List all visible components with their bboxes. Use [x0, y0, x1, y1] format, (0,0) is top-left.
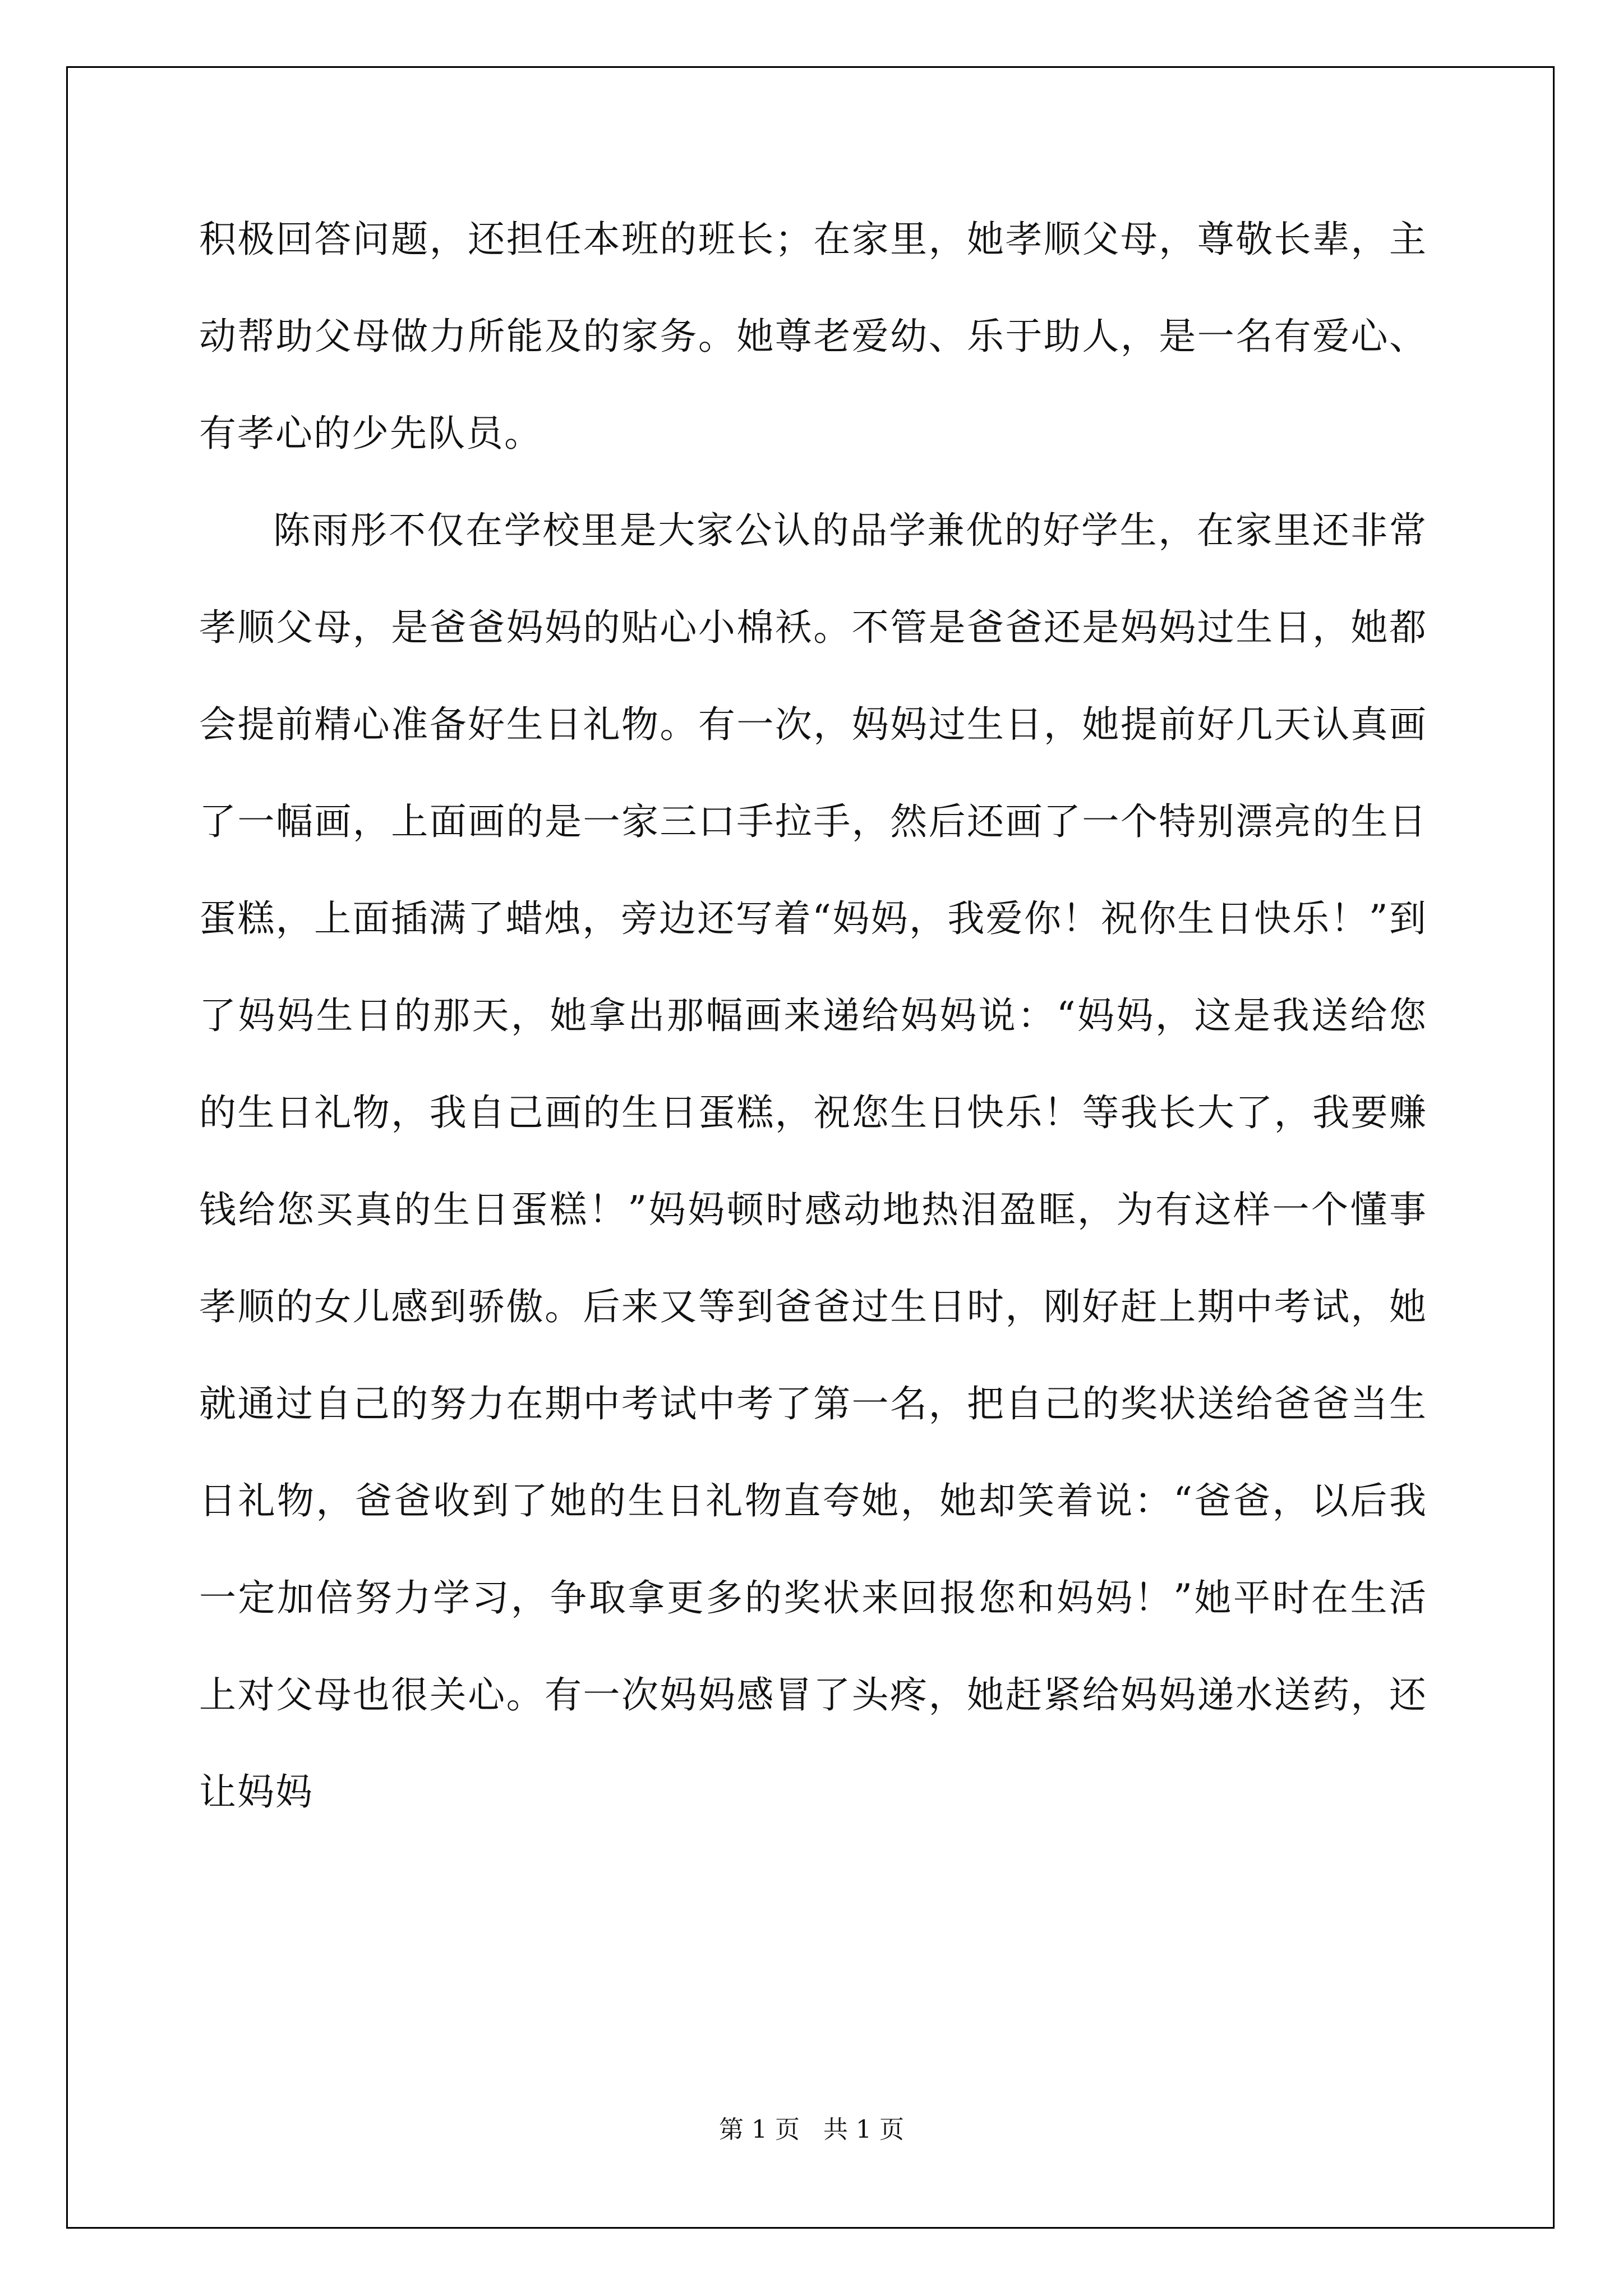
- document-body: [199, 191, 1427, 1841]
- page-number: 第 1 页: [719, 2115, 800, 2144]
- paragraph-continued: 积极回答问题，还担任本班的班长；在家里，她孝顺父母，尊敬长辈，主动帮助父母做力所能及的家务。她尊老爱幼、乐于助人，是一名有爱心、有孝心的少先队员。: [199, 218, 1427, 455]
- page-footer: [0, 2109, 1623, 2145]
- paragraph-birthday-story: 陈雨彤不仅在学校里是大家公认的品学兼优的好学生，在家里还非常孝顺父母，是爸爸妈妈的贴心小棉袄。不管是爸爸还是妈妈过生日，她都会提前精心准备好生日礼物。有一次，妈妈过生日，她提前好几天认真画了一幅画，上面画的是一家三口手拉手，然后还画了一个特别漂亮的生日蛋糕，上面插满了蜡烛，旁边还写着“妈妈，我爱你！祝你生日快乐！”到了妈妈生日的那天，她拿出那幅画来递给妈妈说：“妈妈，这是我送给您的生日礼物，我自己画的生日蛋糕，祝您生日快乐！等我长大了，我要赚钱给您买真的生日蛋糕！”妈妈顿时感动地热泪盈眶，为有这样一个懂事孝顺的女儿感到骄傲。后来又等到爸爸过生日时，刚好赶上期中考试，她就通过自己的努力在期中考试中考了第一名，把自己的奖状送给爸爸当生日礼物，爸爸收到了她的生日礼物直夸她，她却笑着说：“爸爸，以后我一定加倍努力学习，争取拿更多的奖状来回报您和妈妈！”她平时在生活上对父母也很关心。有一次妈妈感冒了头疼，她赶紧给妈妈递水送药，还让妈妈: [199, 509, 1427, 1814]
- page-total: 共 1 页: [823, 2115, 904, 2144]
